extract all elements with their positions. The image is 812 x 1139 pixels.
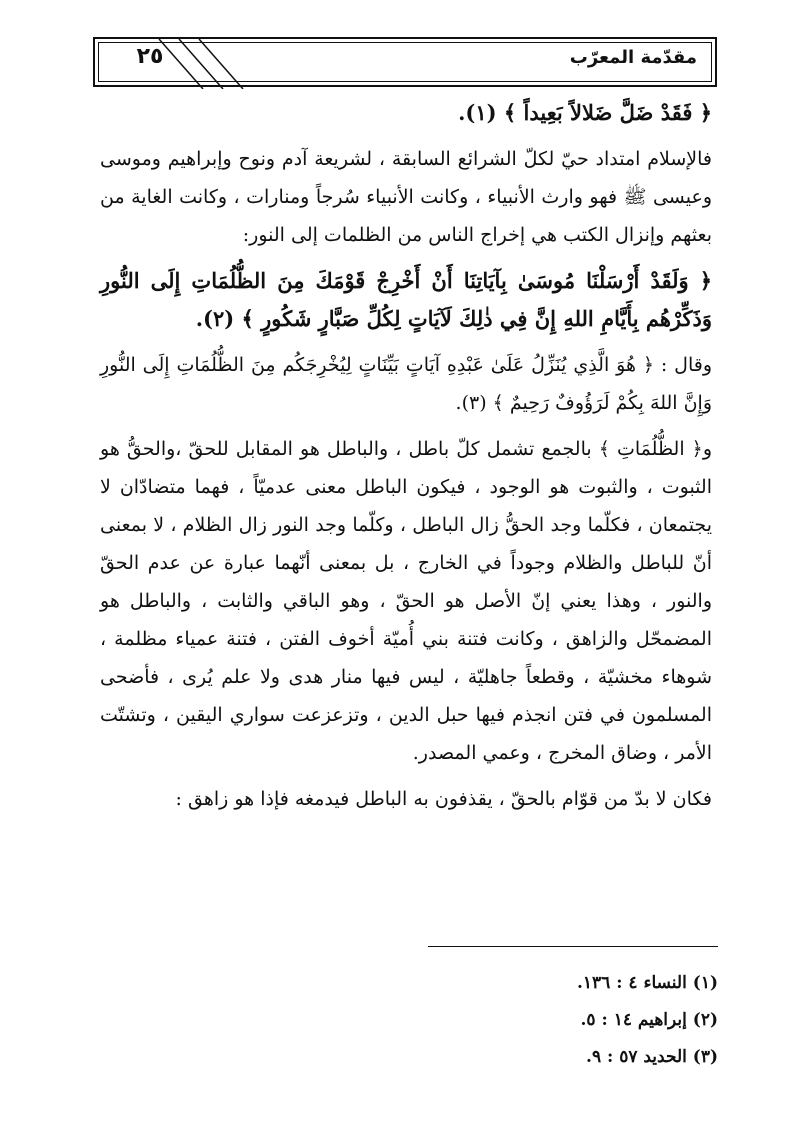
body-paragraph: و﴿ الظُّلُمَاتِ ﴾ بالجمع تشمل كلّ باطل ، والباطل هو المقابل للحقّ ،والحقُّ هو الثبوت ، والثبوت هو الوجود ، فيكون الباطل معنى عدميّاً ، فهما متضادّان لا يجتمعان ، فكلّما وجد الحقُّ زال الباطل ، وكلّما وجد النور زال الظلام ، لا بمعنى أنّ للباطل والظلام وجوداً في الخارج ، بل بمعنى أنّهما عبارة عن عدم الحقّ والنور ، وهذا يعني إنّ الأصل هو الحقّ ، وهو الباقي والثابت ، والباطل هو المضمحّل والزاهق ، وكانت فتنة بني أُميّة أخوف الفتن ، فتنة عمياء مظلمة ، شوهاء مخشيّة ، وقطعاً جاهليّة ، ليس فيها منار هدى ولا علم يُرى ، فأضحى المسلمون في فتن انجذم فيها حبل الدين ، وتزعزعت سواري اليقين ، وتشتّت الأمر ، وضاق المخرج ، وعمي المصدر.: [100, 438, 712, 764]
section-title: مقدّمة المعرّب: [569, 47, 697, 68]
page-number: ٢٥: [136, 44, 164, 69]
body-paragraph: فالإسلام امتداد حيّ لكلّ الشرائع السابقة ، لشريعة آدم ونوح وإبراهيم وموسى وعيسى ﷺ فهو وارث الأنبياء ، وكانت الأنبياء سُرجاً ومنارات ، وكانت الغاية من بعثهم وإنزال الكتب هي إخراج الناس من الظلمات إلى النور:: [100, 148, 712, 246]
verse-paragraph: ﴿ وَلَقَدْ أَرْسَلْنَا مُوسَىٰ بِآيَاتِنَا أَنْ أَخْرِجْ قَوْمَكَ مِنَ الظُّلُمَاتِ إِلَى النُّورِ وَذَكِّرْهُم بِأَيَّامِ اللهِ إِنَّ فِي ذٰلِكَ لَآيَاتٍ لِكُلِّ صَبَّارٍ شَكُورٍ ﴾ (٢).: [100, 268, 712, 331]
body-paragraph: فكان لا بدّ من قوّام بالحقّ ، يقذفون به الباطل فيدمغه فإذا هو زاهق :: [175, 788, 712, 810]
footnote-separator: [428, 946, 718, 947]
header-decoration: [95, 39, 719, 89]
footnote-item: (٢) إبراهيم ١٤ : ٥.: [580, 1010, 718, 1030]
footnote-item: (١) النساء ٤ : ١٣٦.: [576, 973, 718, 993]
body-paragraph: وقال : ﴿ هُوَ الَّذِي يُنَزِّلُ عَلَىٰ عَبْدِهِ آيَاتٍ بَيِّنَاتٍ لِيُخْرِجَكُم مِنَ الظُّلُمَاتِ إِلَى النُّورِ وَإِنَّ اللهَ بِكُمْ لَرَؤُوفٌ رَحِيمٌ ﴾ (٣).: [100, 354, 712, 414]
footnotes: [430, 965, 718, 1076]
verse-paragraph: ﴿ فَقَدْ ضَلَّ ضَلالاً بَعِيداً ﴾ (١).: [458, 100, 712, 125]
footnote-item: (٣) الحديد ٥٧ : ٩.: [586, 1047, 718, 1067]
main-text: [100, 94, 712, 818]
page-header: [93, 37, 717, 87]
